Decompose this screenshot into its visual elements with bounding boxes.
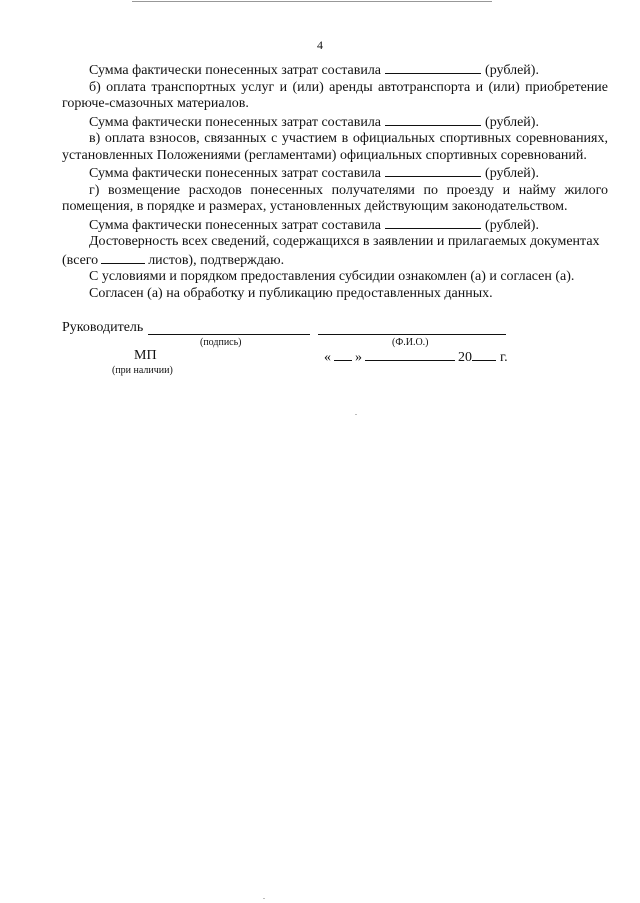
open-quote: « — [324, 350, 331, 365]
fio-caption: (Ф.И.О.) — [392, 337, 429, 348]
paragraph-sum-v — [62, 164, 608, 183]
day-blank[interactable] — [334, 348, 352, 361]
paragraph-sum-a — [62, 61, 608, 80]
paragraph-consent: Согласен (а) на обработку и публикацию предоставленных данных. — [89, 285, 493, 301]
stamp-label: МП — [134, 348, 157, 363]
sum-unit: (рублей). — [485, 217, 539, 233]
sum-blank[interactable] — [385, 164, 481, 177]
sum-unit: (рублей). — [485, 114, 539, 130]
sum-label: Сумма фактически понесенных затрат составила — [89, 166, 382, 181]
paragraph-g: г) возмещение расходов понесенных получателями по проезду и найму жилого помещения, в порядке и размерах, установленных действующим законодательством. — [62, 182, 608, 214]
sum-blank[interactable] — [385, 216, 481, 229]
sum-unit: (рублей). — [485, 63, 539, 78]
fio-line[interactable] — [318, 334, 506, 335]
month-blank[interactable] — [365, 348, 455, 361]
sum-label: Сумма фактически понесенных затрат составила — [89, 63, 382, 78]
sheets-count-blank[interactable] — [101, 251, 145, 264]
paragraph-sheets — [62, 251, 608, 270]
paragraph-reliability: Достоверность всех сведений, содержащихся в заявлении и прилагаемых документах — [89, 234, 600, 249]
stamp-caption: (при наличии) — [112, 365, 173, 376]
sheets-confirm: листов), подтверждаю. — [148, 252, 285, 268]
signature-line[interactable] — [148, 334, 310, 335]
signature-row — [62, 320, 522, 340]
sum-label: Сумма фактически понесенных затрат составила — [89, 114, 382, 130]
paragraph-conditions: С условиями и порядком предоставления субсидии ознакомлен (а) и согласен (а). — [89, 269, 575, 284]
sum-blank[interactable] — [385, 61, 481, 74]
date-row — [324, 348, 524, 366]
paragraph-sum-b — [62, 113, 608, 132]
paragraph-sum-g — [62, 216, 608, 235]
paragraph-b: б) оплата транспортных услуг и (или) аренды автотранспорта и (или) приобретение горюче-смазочных материалов. — [62, 79, 608, 111]
page-number: 4 — [317, 38, 323, 52]
year-prefix: 20 — [458, 350, 472, 365]
top-scan-rule — [132, 1, 492, 2]
sum-unit: (рублей). — [485, 166, 539, 181]
signature-caption: (подпись) — [200, 337, 242, 348]
year-suffix: г. — [500, 350, 508, 365]
document-body — [62, 61, 608, 302]
scan-speck — [355, 414, 357, 415]
sheets-label: (всего — [62, 252, 99, 268]
year-blank[interactable] — [472, 348, 496, 361]
close-quote: » — [355, 350, 362, 365]
paragraph-v: в) оплата взносов, связанных с участием в официальных спортивных соревнованиях, установленных Положениями (регламентами) официальных спортивных соревнований. — [62, 131, 608, 163]
sum-blank[interactable] — [385, 113, 481, 126]
sum-label: Сумма фактически понесенных затрат составила — [89, 217, 382, 233]
scan-speck — [263, 898, 265, 899]
head-label: Руководитель — [62, 320, 144, 335]
